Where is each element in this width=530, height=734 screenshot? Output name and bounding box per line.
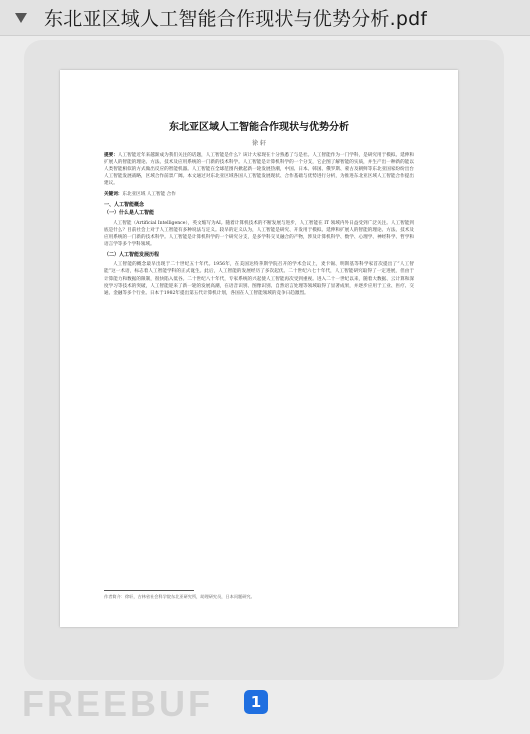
section-heading-1-2: （二）人工智能发展历程 — [104, 251, 160, 258]
chevron-down-glyph — [14, 12, 28, 24]
footnote: 作者简介：徐轩，吉林省社会科学院东北亚研究所，助理研究员，日本问题研究。 — [104, 594, 255, 599]
document-filename: 东北亚区域人工智能合作现状与优势分析.pdf — [44, 8, 428, 30]
section-heading-1-1: （一）什么是人工智能 — [104, 210, 155, 217]
footnote-divider — [104, 590, 194, 591]
keywords-label: 关键词： — [104, 191, 123, 197]
section-heading-1: 一、人工智能概念 — [104, 201, 145, 208]
abstract-label: 提要： — [104, 153, 118, 158]
window-titlebar — [0, 0, 530, 36]
pdf-page[interactable] — [60, 70, 458, 627]
chevron-down-icon[interactable] — [12, 9, 30, 27]
document-author: 徐 轩 — [252, 140, 266, 147]
body-paragraph-2: 人工智能的概念最早出现于二十世纪五十年代。1956年，在美国达特茅斯学院召开的学术会议上，麦卡锡、明斯基等科学家首次提出了“人工智能”这一术语，标志着人工智能学科的正式诞生。此后，人工智能的发展经历了多次起伏。二十世纪六七十年代，人工智能研究取得了一定进展，但由于计算能力和数据的限制，很快陷入低谷。二十世纪八十年代，专家系统的兴起使人工智能再次受到重视。进入二十一世纪以来，随着大数据、云计算和深度学习等技术的突破，人工智能迎来了新一轮的发展高潮，在语音识别、图像识别、自然语言处理等领域取得了显著成果，并逐步应用于工业、医疗、交通、金融等多个行业。日本于1982年提出第五代计算机计划，各国在人工智能领域的竞争日趋激烈。 — [104, 262, 414, 296]
keywords-text: 东北亚区域 人工智能 合作 — [122, 191, 176, 197]
page-number-badge[interactable]: 1 — [244, 690, 268, 714]
keywords-paragraph — [104, 191, 414, 198]
freebuf-watermark — [22, 683, 213, 724]
body-paragraph-1: 人工智能（Artificial Intelligence），英文缩写为AI。随着计算机技术的不断发展与进步，人工智能在 IT 领域内外日益受到广泛关注。人工智能到底是什么？目前社会上对于人工智能有多种说法与定义。较早的定义认为，人工智能是研究、开发用于模拟、延伸和扩展人的智能的理论、方法、技术及应用系统的一门新的技术科学。人工智能是计算机科学的一个研究分支，是多学科交叉融合的产物，涉及计算机科学、数学、心理学、神经科学、哲学和语言学等多个学科领域。 — [104, 221, 414, 248]
watermark-text: FREEBUF — [22, 683, 213, 724]
document-title: 东北亚区域人工智能合作现状与优势分析 — [169, 122, 349, 133]
document-body — [104, 152, 414, 300]
abstract-text: 人工智能近年来越渐成为我们关注的话题，人工智能是什么？该计大家现在十分熟悉了与是社。人工智能作为一门学科，是研究用于模拟、延伸和扩展人的智能的理论、方法、技术及应用系统的一门新的技术科学。人工智能是计算机科学的一个分支，它企图了解智能的实质，并生产出一种新的能以人类智能相似的方式做出反应的智能机器。人工智能在全球范围内掀起新一轮发展热潮，中国、日本、韩国、俄罗斯、蒙古及朝鲜等东北亚国家纷纷出台人工智能发展战略，区域合作前景广阔。本文通过对东北亚区域各国人工智能发展现状、合作基础与优势进行分析，为推进东北亚区域人工智能合作提出建议。 — [104, 153, 414, 187]
abstract-paragraph — [104, 152, 414, 188]
